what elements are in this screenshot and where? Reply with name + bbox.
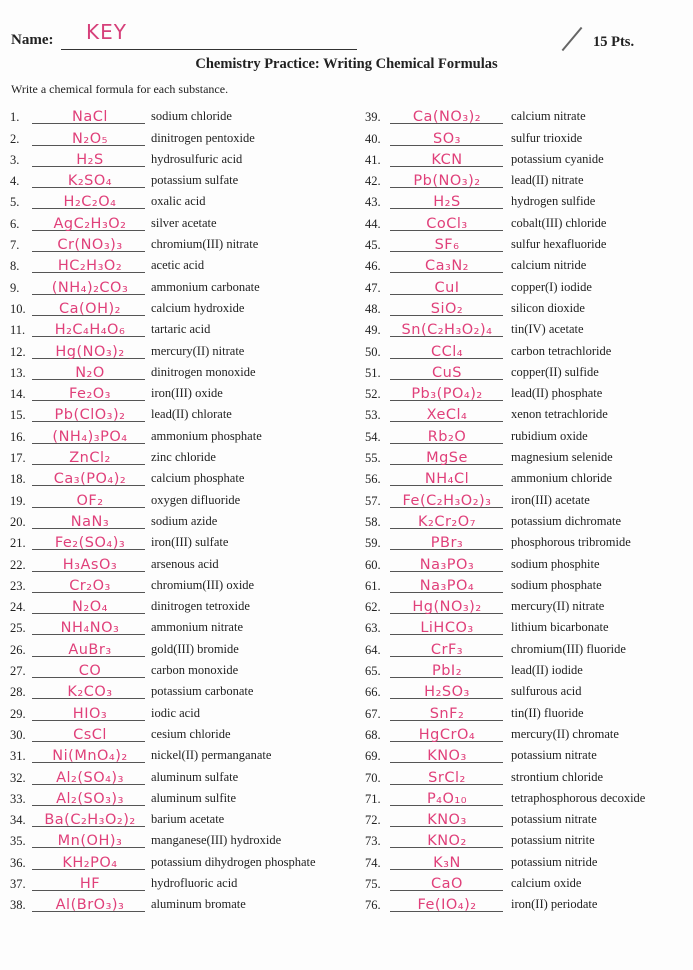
- substance-name: calcium nitride: [511, 258, 587, 273]
- item-number: 32.: [10, 770, 26, 785]
- handwritten-answer: (NH₄)₃PO₄: [52, 428, 128, 445]
- item-number: 70.: [365, 770, 381, 785]
- handwritten-answer: AgC₂H₃O₂: [53, 215, 127, 232]
- handwritten-answer: Ca₃N₂: [425, 258, 469, 275]
- handwritten-answer: SnF₂: [429, 705, 465, 722]
- handwritten-answer: Ba(C₂H₃O₂)₂: [44, 812, 136, 829]
- item-number: 18.: [10, 472, 26, 487]
- item-number: 53.: [365, 408, 381, 423]
- handwritten-answer: NaN₃: [70, 513, 110, 530]
- points-label: 15 Pts.: [593, 34, 635, 50]
- substance-name: aluminum sulfate: [151, 769, 239, 784]
- substance-name: calcium hydroxide: [151, 300, 245, 315]
- handwritten-answer: KNO₂: [427, 833, 467, 850]
- handwritten-answer: Cr₂O₃: [69, 577, 111, 594]
- substance-name: barium acetate: [151, 812, 225, 827]
- handwritten-answer: OF₂: [76, 492, 104, 509]
- substance-name: lead(II) phosphate: [511, 386, 603, 401]
- substance-name: lead(II) chlorate: [151, 407, 232, 422]
- substance-name: zinc chloride: [151, 450, 216, 465]
- handwritten-answer: CuS: [431, 364, 463, 381]
- substance-name: iodic acid: [151, 705, 200, 720]
- substance-name: magnesium selenide: [511, 450, 613, 465]
- item-number: 31.: [10, 749, 26, 764]
- handwritten-answer: H₂C₄H₄O₆: [54, 322, 126, 339]
- handwritten-answer: CCl₄: [430, 343, 464, 360]
- item-number: 11.: [10, 323, 26, 338]
- handwritten-answer: HC₂H₃O₂: [57, 258, 123, 275]
- handwritten-answer: NH₄Cl: [424, 471, 470, 488]
- handwritten-answer: Ni(MnO₄)₂: [52, 748, 128, 765]
- handwritten-answer: N₂O: [75, 364, 105, 381]
- item-number: 46.: [365, 259, 381, 274]
- item-number: 26.: [10, 642, 26, 657]
- substance-name: iron(III) acetate: [511, 492, 590, 507]
- item-number: 50.: [365, 344, 381, 359]
- item-number: 20.: [10, 514, 26, 529]
- handwritten-answer: Fe₂O₃: [68, 386, 111, 403]
- substance-name: potassium sulfate: [151, 173, 239, 188]
- item-number: 51.: [365, 365, 381, 380]
- handwritten-answer: Pb(NO₃)₂: [413, 173, 481, 190]
- item-number: 7.: [10, 238, 20, 253]
- handwritten-answer: K₃N: [433, 854, 461, 871]
- handwritten-answer: Fe(IO₄)₂: [417, 897, 477, 914]
- item-number: 63.: [365, 621, 381, 636]
- item-number: 35.: [10, 834, 26, 849]
- handwritten-answer: SiO₂: [430, 300, 464, 317]
- handwritten-answer: N₂O₅: [72, 130, 108, 147]
- handwritten-answer: SO₃: [433, 130, 461, 147]
- item-number: 66.: [365, 685, 381, 700]
- substance-name: xenon tetrachloride: [511, 407, 608, 422]
- substance-name: tetraphosphorous decoxide: [511, 790, 646, 805]
- substance-name: manganese(III) hydroxide: [151, 833, 282, 848]
- substance-name: ammonium carbonate: [151, 279, 260, 294]
- item-number: 28.: [10, 685, 26, 700]
- item-number: 14.: [10, 387, 26, 402]
- substance-name: potassium nitrite: [511, 833, 595, 848]
- substance-name: chromium(III) nitrate: [151, 237, 259, 252]
- item-number: 73.: [365, 834, 381, 849]
- substance-name: potassium dihydrogen phosphate: [151, 854, 316, 869]
- handwritten-answer: CaO: [431, 875, 463, 892]
- substance-name: potassium carbonate: [151, 684, 254, 699]
- item-number: 23.: [10, 578, 26, 593]
- handwritten-answer: Cr(NO₃)₃: [57, 237, 123, 254]
- substance-name: aluminum bromate: [151, 897, 246, 912]
- substance-name: chromium(III) fluoride: [511, 641, 626, 656]
- substance-name: copper(I) iodide: [511, 279, 592, 294]
- item-number: 49.: [365, 323, 381, 338]
- handwritten-answer: H₂SO₃: [424, 684, 470, 701]
- substance-name: iron(III) oxide: [151, 386, 223, 401]
- handwritten-answer: SrCl₂: [428, 769, 466, 786]
- item-number: 39.: [365, 110, 381, 125]
- item-number: 59.: [365, 536, 381, 551]
- item-number: 37.: [10, 876, 26, 891]
- substance-name: oxalic acid: [151, 194, 206, 209]
- substance-name: hydrofluoric acid: [151, 875, 238, 890]
- handwritten-answer: (NH₄)₂CO₃: [51, 279, 129, 296]
- handwritten-answer: Hg(NO₃)₂: [412, 599, 482, 616]
- handwritten-answer: K₂CO₃: [67, 684, 113, 701]
- item-number: 4.: [10, 174, 20, 189]
- handwritten-answer: Sn(C₂H₃O₂)₄: [401, 322, 493, 339]
- item-number: 55.: [365, 451, 381, 466]
- item-number: 27.: [10, 664, 26, 679]
- handwritten-answer: H₂S: [433, 194, 461, 211]
- item-number: 58.: [365, 514, 381, 529]
- substance-name: strontium chloride: [511, 769, 603, 784]
- item-number: 8.: [10, 259, 20, 274]
- item-number: 21.: [10, 536, 26, 551]
- substance-name: nickel(II) permanganate: [151, 748, 272, 763]
- name-label: Name:: [11, 32, 54, 48]
- substance-name: phosphorous tribromide: [511, 535, 631, 550]
- item-number: 29.: [10, 706, 26, 721]
- item-number: 1.: [10, 110, 20, 125]
- handwritten-answer: KH₂PO₄: [62, 854, 118, 871]
- handwritten-answer: CO: [78, 663, 102, 680]
- item-number: 5.: [10, 195, 20, 210]
- substance-name: dinitrogen tetroxide: [151, 599, 250, 614]
- handwritten-answer: Hg(NO₃)₂: [55, 343, 125, 360]
- item-number: 45.: [365, 238, 381, 253]
- handwritten-answer: Mn(OH)₃: [57, 833, 123, 850]
- score-slash-mark: [562, 27, 583, 51]
- substance-name: ammonium chloride: [511, 471, 613, 486]
- handwritten-answer: P₄O₁₀: [426, 790, 468, 807]
- item-number: 38.: [10, 898, 26, 913]
- handwritten-answer: LiHCO₃: [420, 620, 474, 637]
- item-number: 67.: [365, 706, 381, 721]
- substance-name: sulfur hexafluoride: [511, 237, 607, 252]
- substance-name: tin(II) fluoride: [511, 705, 584, 720]
- substance-name: sodium phosphite: [511, 556, 600, 571]
- item-number: 12.: [10, 344, 26, 359]
- item-number: 74.: [365, 855, 381, 870]
- substance-name: oxygen difluoride: [151, 492, 241, 507]
- substance-name: potassium dichromate: [511, 513, 622, 528]
- handwritten-answer: Fe(C₂H₃O₂)₃: [402, 492, 492, 509]
- item-number: 34.: [10, 813, 26, 828]
- item-number: 52.: [365, 387, 381, 402]
- item-number: 72.: [365, 813, 381, 828]
- item-number: 6.: [10, 216, 20, 231]
- substance-name: acetic acid: [151, 258, 205, 273]
- substance-name: mercury(II) chromate: [511, 726, 619, 741]
- item-number: 71.: [365, 791, 381, 806]
- handwritten-answer: H₂S: [76, 151, 104, 168]
- item-number: 62.: [365, 600, 381, 615]
- substance-name: hydrogen sulfide: [511, 194, 596, 209]
- handwritten-answer: KNO₃: [427, 748, 467, 765]
- handwritten-answer: AuBr₃: [68, 641, 112, 658]
- substance-name: sulfurous acid: [511, 684, 582, 699]
- handwritten-answer: Fe₂(SO₄)₃: [54, 535, 126, 552]
- item-number: 10.: [10, 301, 26, 316]
- item-number: 24.: [10, 600, 26, 615]
- handwritten-answer: NH₄NO₃: [60, 620, 120, 637]
- item-number: 60.: [365, 557, 381, 572]
- handwritten-answer: Ca(OH)₂: [59, 300, 121, 317]
- substance-name: sodium chloride: [151, 109, 232, 124]
- handwritten-answer: KCN: [431, 151, 463, 168]
- substance-name: calcium oxide: [511, 875, 582, 890]
- substance-name: cesium chloride: [151, 726, 231, 741]
- substance-name: silicon dioxide: [511, 300, 585, 315]
- handwritten-answer: K₂Cr₂O₇: [418, 513, 476, 530]
- handwritten-answer: PBr₃: [430, 535, 464, 552]
- item-number: 41.: [365, 152, 381, 167]
- handwritten-answer: Pb(ClO₃)₂: [54, 407, 126, 424]
- item-number: 75.: [365, 876, 381, 891]
- substance-name: sodium azide: [151, 513, 218, 528]
- substance-name: iron(II) periodate: [511, 897, 598, 912]
- handwritten-answer: Ca(NO₃)₂: [412, 109, 482, 126]
- substance-name: silver acetate: [151, 215, 217, 230]
- substance-name: tin(IV) acetate: [511, 322, 584, 337]
- substance-name: arsenous acid: [151, 556, 219, 571]
- handwritten-answer: N₂O₄: [72, 599, 108, 616]
- handwritten-answer: HIO₃: [72, 705, 108, 722]
- handwritten-answer: XeCl₄: [426, 407, 468, 424]
- instructions: Write a chemical formula for each substance.: [11, 82, 229, 96]
- substance-name: lithium bicarbonate: [511, 620, 609, 635]
- item-number: 56.: [365, 472, 381, 487]
- substance-name: gold(III) bromide: [151, 641, 239, 656]
- item-number: 22.: [10, 557, 26, 572]
- handwritten-answer: CoCl₃: [426, 215, 468, 232]
- item-number: 33.: [10, 791, 26, 806]
- handwritten-answer: HgCrO₄: [418, 726, 476, 743]
- handwritten-answer: Al₂(SO₄)₃: [56, 769, 124, 786]
- handwritten-answer: H₃AsO₃: [62, 556, 118, 573]
- handwritten-answer: Al₂(SO₃)₃: [56, 790, 124, 807]
- handwritten-answer: H₂C₂O₄: [63, 194, 117, 211]
- name-field-line: [61, 49, 357, 50]
- substance-name: calcium phosphate: [151, 471, 245, 486]
- item-number: 2.: [10, 131, 20, 146]
- handwritten-answer: CrF₃: [430, 641, 464, 658]
- handwritten-answer: Pb₃(PO₄)₂: [411, 386, 483, 403]
- handwritten-answer: CuI: [434, 279, 460, 296]
- substance-name: potassium nitrate: [511, 812, 597, 827]
- substance-name: sodium phosphate: [511, 577, 602, 592]
- item-number: 68.: [365, 727, 381, 742]
- substance-name: potassium nitride: [511, 854, 598, 869]
- handwritten-answer: K₂SO₄: [67, 173, 113, 190]
- item-number: 48.: [365, 301, 381, 316]
- substance-name: lead(II) iodide: [511, 663, 583, 678]
- substance-name: carbon monoxide: [151, 663, 239, 678]
- item-number: 17.: [10, 451, 26, 466]
- substance-name: dinitrogen pentoxide: [151, 130, 255, 145]
- item-number: 19.: [10, 493, 26, 508]
- item-number: 47.: [365, 280, 381, 295]
- substance-name: potassium nitrate: [511, 748, 597, 763]
- item-number: 15.: [10, 408, 26, 423]
- item-number: 9.: [10, 280, 20, 295]
- item-number: 64.: [365, 642, 381, 657]
- item-number: 69.: [365, 749, 381, 764]
- substance-name: sulfur trioxide: [511, 130, 583, 145]
- item-number: 54.: [365, 429, 381, 444]
- substance-name: hydrosulfuric acid: [151, 151, 243, 166]
- handwritten-answer: Na₃PO₄: [419, 577, 475, 594]
- item-number: 3.: [10, 152, 20, 167]
- substance-name: mercury(II) nitrate: [511, 599, 605, 614]
- substance-name: potassium cyanide: [511, 151, 604, 166]
- handwritten-answer: SF₆: [434, 237, 460, 254]
- handwritten-answer: CsCl: [73, 726, 107, 743]
- handwritten-answer: ZnCl₂: [69, 450, 111, 467]
- item-number: 57.: [365, 493, 381, 508]
- item-number: 43.: [365, 195, 381, 210]
- substance-name: ammonium phosphate: [151, 428, 262, 443]
- substance-name: dinitrogen monoxide: [151, 364, 256, 379]
- substance-name: ammonium nitrate: [151, 620, 243, 635]
- handwritten-answer: KNO₃: [427, 812, 467, 829]
- handwritten-answer: NaCl: [72, 109, 108, 126]
- substance-name: iron(III) sulfate: [151, 535, 229, 550]
- substance-name: lead(II) nitrate: [511, 173, 584, 188]
- handwritten-answer: Na₃PO₃: [419, 556, 475, 573]
- substance-name: cobalt(III) chloride: [511, 215, 607, 230]
- substance-name: rubidium oxide: [511, 428, 588, 443]
- name-value: KEY: [86, 20, 127, 44]
- handwritten-answer: HF: [79, 875, 101, 892]
- substance-name: tartaric acid: [151, 322, 211, 337]
- handwritten-answer: MgSe: [426, 450, 468, 467]
- substance-name: calcium nitrate: [511, 109, 586, 124]
- handwritten-answer: Al(BrO₃)₃: [55, 897, 125, 914]
- item-number: 44.: [365, 216, 381, 231]
- item-number: 30.: [10, 727, 26, 742]
- worksheet-header: [11, 22, 683, 52]
- page-title: Chemistry Practice: Writing Chemical Formulas: [195, 56, 498, 72]
- handwritten-answer: PbI₂: [431, 663, 463, 680]
- item-number: 16.: [10, 429, 26, 444]
- handwritten-answer: Rb₂O: [427, 428, 467, 445]
- item-number: 65.: [365, 664, 381, 679]
- substance-name: mercury(II) nitrate: [151, 343, 245, 358]
- item-number: 42.: [365, 174, 381, 189]
- item-number: 61.: [365, 578, 381, 593]
- item-number: 25.: [10, 621, 26, 636]
- item-number: 13.: [10, 365, 26, 380]
- item-number: 76.: [365, 898, 381, 913]
- item-number: 40.: [365, 131, 381, 146]
- handwritten-answer: Ca₃(PO₄)₂: [53, 471, 127, 488]
- substance-name: copper(II) sulfide: [511, 364, 599, 379]
- substance-name: carbon tetrachloride: [511, 343, 612, 358]
- substance-name: aluminum sulfite: [151, 790, 237, 805]
- item-number: 36.: [10, 855, 26, 870]
- substance-name: chromium(III) oxide: [151, 577, 255, 592]
